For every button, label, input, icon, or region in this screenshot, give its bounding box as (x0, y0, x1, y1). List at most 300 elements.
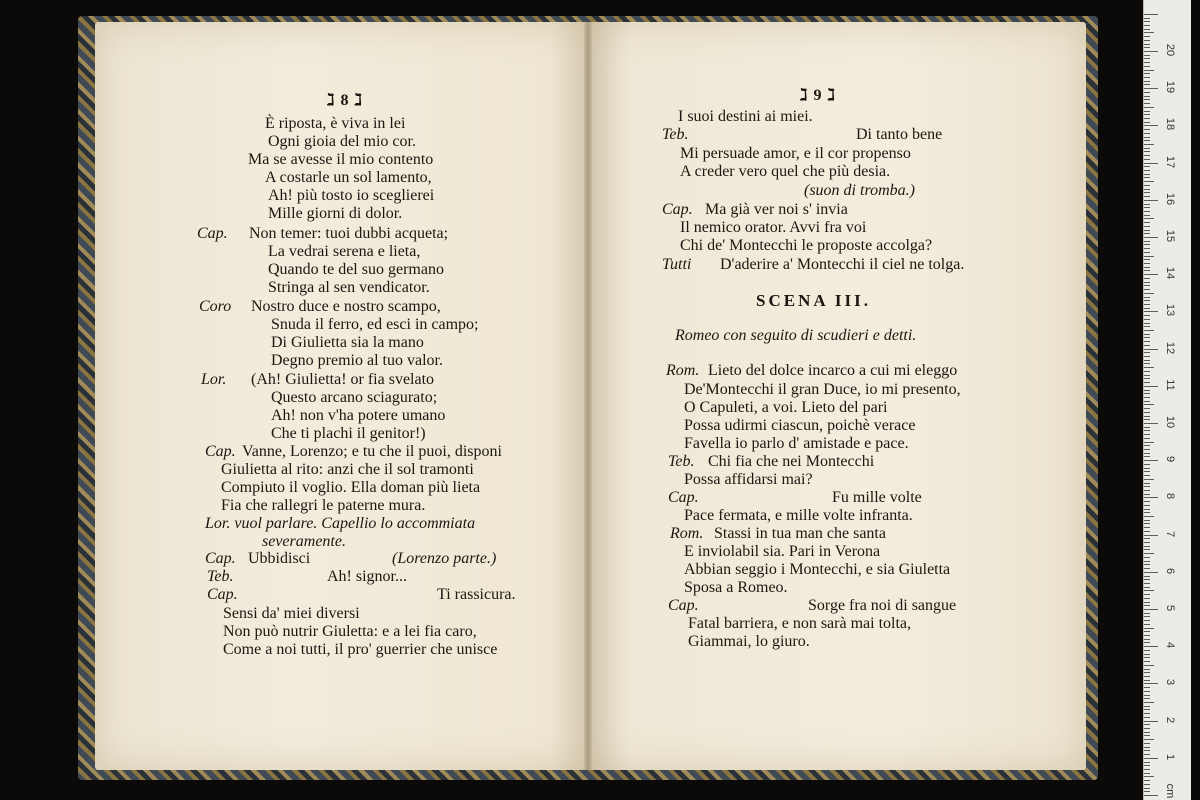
ruler-tick (1144, 408, 1150, 409)
ruler-number: 2 (1164, 716, 1176, 723)
ruler-tick (1144, 669, 1150, 670)
ruler-tick (1144, 315, 1150, 316)
verse-line: È riposta, è viva in lei (265, 115, 406, 132)
verse-line: Fia che rallegri le paterne mura. (221, 497, 426, 514)
ruler-tick (1144, 416, 1150, 417)
ruler-tick (1144, 267, 1150, 268)
ruler-tick (1144, 36, 1150, 37)
ruler-tick (1144, 118, 1150, 119)
ruler-number: 16 (1164, 192, 1176, 205)
ruler-tick (1144, 222, 1150, 223)
verse-line: Come a noi tutti, il pro' guerrier che unisce (223, 641, 498, 658)
ruler-tick (1144, 285, 1150, 286)
ruler-tick (1144, 423, 1158, 424)
ruler-tick (1144, 319, 1150, 320)
verse-line: Ah! più tosto io sceglierei (268, 187, 435, 204)
verse-line: Abbian seggio i Montecchi, e sia Giuletta (684, 561, 951, 578)
ruler-number: 6 (1164, 567, 1176, 574)
verse-line: Possa udirmi ciascun, poichè verace (684, 417, 916, 434)
ruler-tick (1144, 148, 1150, 149)
ruler-tick (1144, 96, 1150, 97)
ruler-tick (1144, 497, 1158, 498)
ruler-tick (1144, 449, 1150, 450)
ruler-tick (1144, 549, 1150, 550)
ruler-tick (1144, 114, 1150, 115)
verse-line: Mi persuade amor, e il cor propenso (680, 145, 911, 162)
ruler-tick (1144, 654, 1150, 655)
ruler-tick (1144, 200, 1158, 201)
ruler-tick (1144, 256, 1154, 257)
ruler-tick (1144, 464, 1150, 465)
ruler-number: 20 (1164, 43, 1176, 57)
ruler-tick (1144, 512, 1150, 513)
verse-line: Fu mille volte (832, 489, 922, 506)
ruler-tick (1144, 99, 1150, 100)
speaker-label: Teb. (207, 568, 234, 585)
ruler-tick (1144, 230, 1150, 231)
verse-line: severamente. (262, 533, 346, 550)
ruler-tick (1144, 773, 1150, 774)
ruler-tick (1144, 363, 1150, 364)
ruler-tick (1144, 289, 1150, 290)
ruler-tick (1144, 490, 1150, 491)
ruler-tick (1144, 92, 1150, 93)
ruler-tick (1144, 739, 1154, 740)
ruler-tick (1144, 434, 1150, 435)
ruler-tick (1144, 475, 1150, 476)
ruler-tick (1144, 587, 1150, 588)
ruler-tick (1144, 177, 1150, 178)
ruler-tick (1144, 672, 1150, 673)
ruler-tick (1144, 125, 1158, 126)
ruler-tick (1144, 21, 1150, 22)
ruler-tick (1144, 360, 1150, 361)
ruler-tick (1144, 605, 1150, 606)
ruler-tick (1144, 483, 1150, 484)
ruler-tick (1144, 393, 1150, 394)
ruler-tick (1144, 456, 1150, 457)
ruler-tick (1144, 546, 1150, 547)
ruler-tick (1144, 14, 1158, 15)
ruler-tick (1144, 51, 1158, 52)
ruler-tick (1144, 337, 1150, 338)
ruler-tick (1144, 747, 1150, 748)
verse-line: Degno premio al tuo valor. (271, 352, 443, 369)
speaker-label: Teb. (668, 453, 695, 470)
ruler-tick (1144, 166, 1150, 167)
ruler-tick (1144, 88, 1158, 89)
verse-line: Sposa a Romeo. (684, 579, 788, 596)
ruler-number: 13 (1164, 304, 1176, 317)
ruler-tick (1144, 155, 1150, 156)
verse-line: I suoi destini ai miei. (678, 108, 813, 125)
speaker-label: Teb. (662, 126, 689, 143)
ruler-tick (1144, 25, 1150, 26)
ruler-tick (1144, 111, 1150, 112)
ruler-tick (1144, 103, 1150, 104)
ruler-tick (1144, 743, 1150, 744)
ruler-tick (1144, 300, 1150, 301)
ruler-tick (1144, 47, 1150, 48)
book-gutter (584, 22, 592, 770)
ruler-tick (1144, 494, 1150, 495)
ruler-tick (1144, 218, 1154, 219)
ruler-tick (1144, 297, 1150, 298)
ruler-tick (1144, 252, 1150, 253)
ruler-tick (1144, 367, 1154, 368)
ruler-tick (1144, 29, 1150, 30)
ruler-tick (1144, 304, 1150, 305)
verse-line: Ah! non v'ha potere umano (271, 407, 446, 424)
ruler-tick (1144, 375, 1150, 376)
verse-line: Ma se avesse il mio contento (248, 151, 434, 168)
ruler-tick (1144, 207, 1150, 208)
ruler-tick (1144, 728, 1150, 729)
verse-line: O Capuleti, a voi. Lieto del pari (684, 399, 888, 416)
speaker-label: Cap. (668, 489, 699, 506)
ruler-tick (1144, 282, 1150, 283)
ruler-number: 18 (1164, 118, 1176, 131)
verse-line: (suon di tromba.) (804, 182, 915, 199)
ruler-tick (1144, 639, 1150, 640)
ruler-tick (1144, 460, 1158, 461)
ruler-tick (1144, 471, 1150, 472)
ruler-tick (1144, 602, 1150, 603)
ruler-tick (1144, 32, 1154, 33)
verse-line: Snuda il ferro, ed esci in campo; (271, 316, 479, 333)
ruler-tick (1144, 453, 1150, 454)
ruler-tick (1144, 631, 1150, 632)
ruler-tick (1144, 616, 1150, 617)
verse-line: Ma già ver noi s' invia (705, 201, 848, 218)
ruler-number: 11 (1164, 379, 1176, 391)
ruler-tick (1144, 576, 1150, 577)
ruler-tick (1144, 442, 1154, 443)
ruler-tick (1144, 237, 1158, 238)
ruler-tick (1144, 386, 1158, 387)
verse-line: D'aderire a' Montecchi il ciel ne tolga. (720, 256, 965, 273)
page-number-right: ℷ 9 ℷ (800, 87, 836, 104)
ruler-tick (1144, 189, 1150, 190)
ruler-tick (1144, 676, 1150, 677)
ruler-number: 12 (1164, 341, 1176, 354)
verse-line: E inviolabil sia. Pari in Verona (684, 543, 881, 560)
ruler-tick (1144, 579, 1150, 580)
ruler-tick (1144, 40, 1150, 41)
ruler-tick (1144, 430, 1150, 431)
ruler-tick (1144, 732, 1150, 733)
ruler-tick (1144, 516, 1154, 517)
verse-line: A creder vero quel che più desia. (680, 163, 891, 180)
verse-line: Stassi in tua man che santa (714, 525, 886, 542)
ruler-tick (1144, 341, 1150, 342)
speaker-label: Tutti (662, 256, 692, 273)
ruler-tick (1144, 791, 1150, 792)
verse-line: Ubbidisci (248, 550, 311, 567)
verse-line: Chi fia che nei Montecchi (708, 453, 875, 470)
verse-line: Non può nutrir Giuletta: e a lei fia caro, (223, 623, 477, 640)
ruler-unit: cm (1164, 783, 1176, 799)
verse-line: De'Montecchi il gran Duce, io mi presento, (684, 381, 961, 398)
speaker-label: Rom. (666, 362, 700, 379)
ruler-tick (1144, 326, 1150, 327)
ruler-tick (1144, 788, 1150, 789)
ruler-tick (1144, 84, 1150, 85)
verse-line: Ti rassicura. (437, 586, 516, 603)
ruler-tick (1144, 397, 1150, 398)
verse-line: Questo arcano sciagurato; (271, 389, 438, 406)
ruler-tick (1144, 151, 1150, 152)
ruler-tick (1144, 501, 1150, 502)
measuring-ruler (1143, 0, 1191, 800)
speaker-label: Cap. (207, 586, 238, 603)
ruler-tick (1144, 438, 1150, 439)
ruler-tick (1144, 717, 1150, 718)
ruler-tick (1144, 356, 1150, 357)
ruler-number: 10 (1164, 415, 1176, 429)
ruler-tick (1144, 70, 1154, 71)
ruler-tick (1144, 192, 1150, 193)
ruler-tick (1144, 427, 1150, 428)
ruler-tick (1144, 665, 1154, 666)
verse-line: Vanne, Lorenzo; e tu che il puoi, disponi (242, 443, 502, 460)
ruler-tick (1144, 613, 1150, 614)
ruler-tick (1144, 404, 1154, 405)
verse-line: Che ti plachi il genitor!) (271, 425, 426, 442)
verse-line: Ah! signor... (327, 568, 407, 585)
ruler-tick (1144, 215, 1150, 216)
ruler-tick (1144, 196, 1150, 197)
ruler-tick (1144, 583, 1150, 584)
ruler-tick (1144, 278, 1150, 279)
ruler-tick (1144, 163, 1158, 164)
ruler-tick (1144, 334, 1150, 335)
ruler-tick (1144, 695, 1150, 696)
ruler-tick (1144, 542, 1150, 543)
speaker-label: Cap. (205, 443, 236, 460)
ruler-tick (1144, 680, 1150, 681)
ruler-tick (1144, 538, 1150, 539)
ruler-tick (1144, 311, 1158, 312)
ruler-tick (1144, 107, 1154, 108)
ruler-tick (1144, 270, 1150, 271)
ruler-tick (1144, 762, 1150, 763)
stage-direction: (Lorenzo parte.) (392, 550, 497, 567)
ruler-tick (1144, 527, 1150, 528)
ruler-tick (1144, 352, 1150, 353)
ruler-tick (1144, 330, 1154, 331)
verse-line: Pace fermata, e mille volte infranta. (684, 507, 913, 524)
ruler-tick (1144, 382, 1150, 383)
ruler-tick (1144, 687, 1150, 688)
ruler-tick (1144, 233, 1150, 234)
verse-line: Lieto del dolce incarco a cui mi eleggo (708, 362, 958, 379)
ruler-tick (1144, 244, 1150, 245)
ruler-tick (1144, 635, 1150, 636)
ruler-tick (1144, 535, 1158, 536)
ruler-tick (1144, 698, 1150, 699)
speaker-label: Cap. (668, 597, 699, 614)
ruler-tick (1144, 590, 1154, 591)
ruler-tick (1144, 683, 1158, 684)
page-number-left: ℷ 8 ℷ (327, 92, 363, 109)
ruler-tick (1144, 248, 1150, 249)
ruler-tick (1144, 122, 1150, 123)
ruler-tick (1144, 73, 1150, 74)
ruler-tick (1144, 55, 1150, 56)
ruler-tick (1144, 572, 1158, 573)
ruler-tick (1144, 795, 1158, 796)
ruler-tick (1144, 661, 1150, 662)
ruler-tick (1144, 784, 1150, 785)
ruler-tick (1144, 709, 1150, 710)
ruler-tick (1144, 133, 1150, 134)
ruler-tick (1144, 371, 1150, 372)
ruler-tick (1144, 349, 1158, 350)
speaker-label: Lor. (201, 371, 227, 388)
speaker-label: Cap. (197, 225, 228, 242)
ruler-tick (1144, 181, 1154, 182)
ruler-tick (1144, 564, 1150, 565)
verse-line: Di Giulietta sia la mano (271, 334, 424, 351)
ruler-number: 5 (1164, 604, 1176, 612)
ruler-tick (1144, 241, 1150, 242)
verse-line: Possa affidarsi mai? (684, 471, 813, 488)
ruler-tick (1144, 523, 1150, 524)
verse-line: Favella io parlo d' amistade e pace. (684, 435, 909, 452)
ruler-tick (1144, 445, 1150, 446)
ruler-tick (1144, 226, 1150, 227)
ruler-number: 8 (1164, 493, 1176, 500)
ruler-tick (1144, 419, 1150, 420)
ruler-tick (1144, 274, 1158, 275)
ruler-tick (1144, 479, 1154, 480)
ruler-number: 3 (1164, 679, 1176, 686)
ruler-tick (1144, 765, 1150, 766)
ruler-tick (1144, 412, 1150, 413)
ruler-tick (1144, 628, 1154, 629)
verse-line: Il nemico orator. Avvi fra voi (680, 219, 867, 236)
ruler-tick (1144, 557, 1150, 558)
ruler-tick (1144, 594, 1150, 595)
ruler-tick (1144, 170, 1150, 171)
ruler-tick (1144, 486, 1150, 487)
ruler-tick (1144, 401, 1150, 402)
ruler-number: 17 (1164, 155, 1176, 168)
ruler-number: 9 (1164, 456, 1176, 463)
ruler-number: 19 (1164, 81, 1176, 94)
ruler-tick (1144, 750, 1150, 751)
ruler-tick (1144, 598, 1150, 599)
ruler-number: 1 (1164, 753, 1176, 760)
speaker-label: Coro (199, 298, 232, 315)
ruler-tick (1144, 259, 1150, 260)
verse-line: Stringa al sen vendicator. (268, 279, 430, 296)
ruler-tick (1144, 706, 1150, 707)
ruler-tick (1144, 620, 1150, 621)
ruler-tick (1144, 568, 1150, 569)
ruler-tick (1144, 81, 1150, 82)
verse-line: Giulietta al rito: anzi che il sol tramonti (221, 461, 474, 478)
ruler-tick (1144, 780, 1150, 781)
scene-subtitle: Romeo con seguito di scudieri e detti. (675, 327, 917, 344)
ruler-tick (1144, 18, 1150, 19)
verse-line: Ogni gioia del mio cor. (268, 133, 416, 150)
ruler-tick (1144, 144, 1154, 145)
verse-line: Compiuto il voglio. Ella doman più lieta (221, 479, 481, 496)
ruler-tick (1144, 211, 1150, 212)
ruler-tick (1144, 293, 1154, 294)
ruler-tick (1144, 713, 1150, 714)
ruler-number: 4 (1164, 642, 1176, 649)
ruler-tick (1144, 702, 1154, 703)
ruler-number: 15 (1164, 229, 1176, 243)
ruler-tick (1144, 735, 1150, 736)
ruler-tick (1144, 754, 1150, 755)
verse-line: Chi de' Montecchi le proposte accolga? (680, 237, 933, 254)
scene-title: SCENA III. (756, 291, 872, 310)
ruler-tick (1144, 263, 1150, 264)
ruler-tick (1144, 137, 1150, 138)
verse-line: Non temer: tuoi dubbi acqueta; (249, 225, 449, 242)
verse-line: Sorge fra noi di sangue (808, 597, 957, 614)
ruler-tick (1144, 66, 1150, 67)
verse-line: Sensi da' miei diversi (223, 605, 360, 622)
ruler-tick (1144, 62, 1150, 63)
ruler-tick (1144, 561, 1150, 562)
ruler-tick (1144, 724, 1150, 725)
ruler-tick (1144, 185, 1150, 186)
ruler-tick (1144, 204, 1150, 205)
verse-line: Lor. vuol parlare. Capellio lo accommiata (205, 515, 476, 532)
verse-line: Fatal barriera, e non sarà mai tolta, (688, 615, 912, 632)
ruler-tick (1144, 776, 1154, 777)
verse-line: (Ah! Giulietta! or fia svelato (251, 371, 435, 388)
ruler-tick (1144, 44, 1150, 45)
speaker-label: Rom. (670, 525, 704, 542)
ruler-tick (1144, 323, 1150, 324)
ruler-tick (1144, 174, 1150, 175)
speaker-label: Cap. (205, 550, 236, 567)
ruler-tick (1144, 390, 1150, 391)
ruler-tick (1144, 769, 1150, 770)
verse-line: A costarle un sol lamento, (265, 169, 432, 186)
ruler-tick (1144, 378, 1150, 379)
verse-line: La vedrai serena e lieta, (268, 243, 421, 260)
ruler-number: 14 (1164, 267, 1176, 280)
ruler-tick (1144, 58, 1150, 59)
ruler-tick (1144, 609, 1158, 610)
ruler-tick (1144, 642, 1150, 643)
verse-line: Giammai, lo giuro. (688, 633, 810, 650)
ruler-tick (1144, 509, 1150, 510)
verse-line: Nostro duce e nostro scampo, (251, 298, 441, 315)
verse-line: Di tanto bene (856, 126, 943, 143)
ruler-tick (1144, 77, 1150, 78)
ruler-tick (1144, 345, 1150, 346)
ruler-tick (1144, 646, 1158, 647)
ruler-tick (1144, 308, 1150, 309)
ruler-tick (1144, 657, 1150, 658)
ruler-tick (1144, 721, 1158, 722)
verse-line: Quando te del suo germano (268, 261, 444, 278)
ruler-tick (1144, 129, 1150, 130)
speaker-label: Cap. (662, 201, 693, 218)
ruler-tick (1144, 531, 1150, 532)
ruler-tick (1144, 468, 1150, 469)
ruler-tick (1144, 140, 1150, 141)
ruler-tick (1144, 520, 1150, 521)
